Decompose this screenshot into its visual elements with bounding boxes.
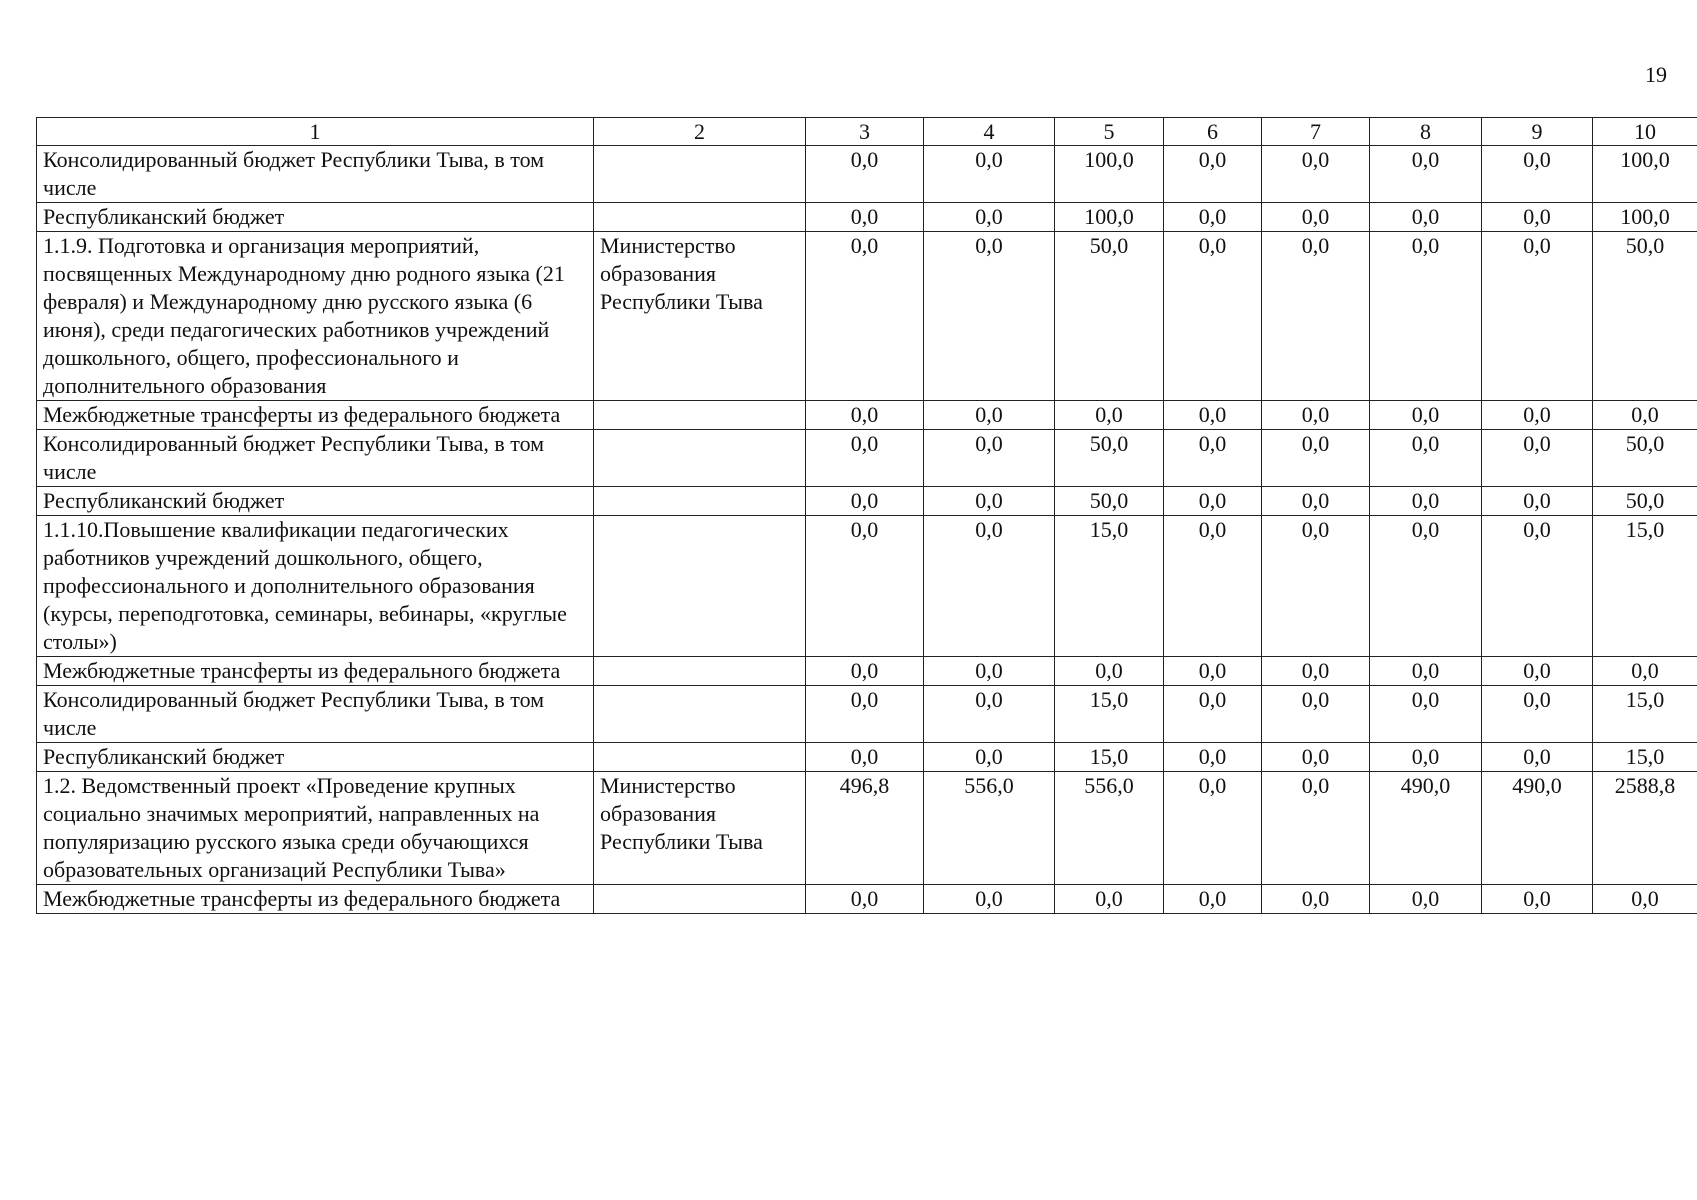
value-cell: 0,0 bbox=[1370, 401, 1482, 430]
value-cell: 0,0 bbox=[1482, 516, 1593, 657]
header-cell: 10 bbox=[1593, 118, 1697, 146]
value-cell: 0,0 bbox=[1370, 146, 1482, 203]
value-cell: 0,0 bbox=[1262, 686, 1370, 743]
value-cell: 0,0 bbox=[806, 232, 924, 401]
table-header-row bbox=[37, 118, 1697, 146]
row-name-cell: Республиканский бюджет bbox=[37, 743, 594, 772]
value-cell: 0,0 bbox=[924, 885, 1055, 914]
value-cell: 0,0 bbox=[924, 146, 1055, 203]
value-cell: 0,0 bbox=[806, 657, 924, 686]
value-cell: 0,0 bbox=[1593, 885, 1697, 914]
value-cell: 0,0 bbox=[806, 430, 924, 487]
page-number: 19 bbox=[1645, 62, 1667, 87]
value-cell: 0,0 bbox=[1482, 657, 1593, 686]
row-name-cell: Республиканский бюджет bbox=[37, 487, 594, 516]
value-cell: 0,0 bbox=[1164, 657, 1262, 686]
executor-cell bbox=[594, 203, 806, 232]
value-cell: 0,0 bbox=[924, 203, 1055, 232]
value-cell: 0,0 bbox=[1262, 657, 1370, 686]
value-cell: 0,0 bbox=[1262, 430, 1370, 487]
header-cell: 1 bbox=[37, 118, 594, 146]
value-cell: 50,0 bbox=[1593, 430, 1697, 487]
value-cell: 0,0 bbox=[1482, 743, 1593, 772]
row-name-cell: Консолидированный бюджет Республики Тыва, в том числе bbox=[37, 430, 594, 487]
value-cell: 0,0 bbox=[1262, 772, 1370, 885]
value-cell: 490,0 bbox=[1482, 772, 1593, 885]
executor-cell: Министерство образования Республики Тыва bbox=[594, 772, 806, 885]
value-cell: 0,0 bbox=[1370, 203, 1482, 232]
executor-cell bbox=[594, 686, 806, 743]
value-cell: 0,0 bbox=[924, 743, 1055, 772]
value-cell: 0,0 bbox=[806, 686, 924, 743]
value-cell: 0,0 bbox=[806, 146, 924, 203]
value-cell: 0,0 bbox=[1370, 657, 1482, 686]
value-cell: 0,0 bbox=[806, 516, 924, 657]
value-cell: 0,0 bbox=[924, 430, 1055, 487]
value-cell: 0,0 bbox=[1593, 401, 1697, 430]
value-cell: 556,0 bbox=[1055, 772, 1164, 885]
value-cell: 496,8 bbox=[806, 772, 924, 885]
value-cell: 100,0 bbox=[1055, 203, 1164, 232]
row-name-cell: Консолидированный бюджет Республики Тыва, в том числе bbox=[37, 146, 594, 203]
value-cell: 0,0 bbox=[924, 487, 1055, 516]
executor-cell bbox=[594, 401, 806, 430]
table-row bbox=[37, 401, 1697, 430]
header-cell: 9 bbox=[1482, 118, 1593, 146]
table-row bbox=[37, 430, 1697, 487]
executor-cell bbox=[594, 516, 806, 657]
table-row bbox=[37, 203, 1697, 232]
value-cell: 0,0 bbox=[1164, 430, 1262, 487]
value-cell: 0,0 bbox=[1164, 686, 1262, 743]
value-cell: 0,0 bbox=[1055, 657, 1164, 686]
value-cell: 2588,8 bbox=[1593, 772, 1697, 885]
row-name-cell: Межбюджетные трансферты из федерального бюджета bbox=[37, 657, 594, 686]
value-cell: 0,0 bbox=[1262, 203, 1370, 232]
row-name-cell: Республиканский бюджет bbox=[37, 203, 594, 232]
row-name-cell: Межбюджетные трансферты из федерального бюджета bbox=[37, 401, 594, 430]
value-cell: 0,0 bbox=[1164, 232, 1262, 401]
row-name-cell: 1.1.10.Повышение квалификации педагогических работников учреждений дошкольного, общего, профессионального и дополнительного образования (курсы, переподготовка, семинары, вебинары, «круглые столы») bbox=[37, 516, 594, 657]
value-cell: 0,0 bbox=[924, 686, 1055, 743]
table-row bbox=[37, 487, 1697, 516]
value-cell: 15,0 bbox=[1593, 743, 1697, 772]
header-cell: 5 bbox=[1055, 118, 1164, 146]
value-cell: 50,0 bbox=[1055, 430, 1164, 487]
value-cell: 15,0 bbox=[1055, 686, 1164, 743]
table-row bbox=[37, 772, 1697, 885]
header-cell: 3 bbox=[806, 118, 924, 146]
executor-cell bbox=[594, 657, 806, 686]
value-cell: 0,0 bbox=[1055, 401, 1164, 430]
executor-cell bbox=[594, 146, 806, 203]
value-cell: 556,0 bbox=[924, 772, 1055, 885]
executor-cell bbox=[594, 487, 806, 516]
header-cell: 7 bbox=[1262, 118, 1370, 146]
value-cell: 0,0 bbox=[1370, 885, 1482, 914]
value-cell: 0,0 bbox=[924, 232, 1055, 401]
value-cell: 0,0 bbox=[1593, 657, 1697, 686]
value-cell: 0,0 bbox=[806, 487, 924, 516]
header-cell: 8 bbox=[1370, 118, 1482, 146]
row-name-cell: Консолидированный бюджет Республики Тыва, в том числе bbox=[37, 686, 594, 743]
value-cell: 0,0 bbox=[1164, 516, 1262, 657]
row-name-cell: 1.2. Ведомственный проект «Проведение крупных социально значимых мероприятий, направленных на популяризацию русского языка среди обучающихся образовательных организаций Республики Тыва» bbox=[37, 772, 594, 885]
value-cell: 0,0 bbox=[1164, 146, 1262, 203]
value-cell: 0,0 bbox=[1370, 232, 1482, 401]
value-cell: 50,0 bbox=[1055, 232, 1164, 401]
value-cell: 0,0 bbox=[1482, 430, 1593, 487]
value-cell: 50,0 bbox=[1593, 487, 1697, 516]
row-name-cell: Межбюджетные трансферты из федерального бюджета bbox=[37, 885, 594, 914]
value-cell: 0,0 bbox=[1262, 146, 1370, 203]
value-cell: 0,0 bbox=[924, 401, 1055, 430]
value-cell: 490,0 bbox=[1370, 772, 1482, 885]
value-cell: 0,0 bbox=[806, 885, 924, 914]
value-cell: 0,0 bbox=[1482, 401, 1593, 430]
value-cell: 50,0 bbox=[1593, 232, 1697, 401]
value-cell: 50,0 bbox=[1055, 487, 1164, 516]
table-row bbox=[37, 146, 1697, 203]
value-cell: 0,0 bbox=[806, 401, 924, 430]
value-cell: 100,0 bbox=[1593, 146, 1697, 203]
executor-cell bbox=[594, 885, 806, 914]
value-cell: 0,0 bbox=[1262, 885, 1370, 914]
value-cell: 0,0 bbox=[1482, 885, 1593, 914]
executor-cell: Министерство образования Республики Тыва bbox=[594, 232, 806, 401]
table-row bbox=[37, 885, 1697, 914]
value-cell: 15,0 bbox=[1593, 686, 1697, 743]
table-row bbox=[37, 657, 1697, 686]
value-cell: 0,0 bbox=[1262, 516, 1370, 657]
table-row bbox=[37, 686, 1697, 743]
budget-table bbox=[36, 117, 1697, 914]
row-name-cell: 1.1.9. Подготовка и организация мероприятий, посвященных Международному дню родного языка (21 февраля) и Международному дню русского языка (6 июня), среди педагогических работников учреждений дошкольного, общего, профессионального и дополнительного образования bbox=[37, 232, 594, 401]
value-cell: 100,0 bbox=[1593, 203, 1697, 232]
value-cell: 0,0 bbox=[1262, 232, 1370, 401]
value-cell: 0,0 bbox=[1262, 401, 1370, 430]
value-cell: 15,0 bbox=[1055, 516, 1164, 657]
value-cell: 15,0 bbox=[1055, 743, 1164, 772]
table-row bbox=[37, 516, 1697, 657]
value-cell: 0,0 bbox=[1164, 401, 1262, 430]
executor-cell bbox=[594, 430, 806, 487]
value-cell: 0,0 bbox=[1482, 232, 1593, 401]
value-cell: 0,0 bbox=[1370, 430, 1482, 487]
value-cell: 0,0 bbox=[1164, 203, 1262, 232]
value-cell: 0,0 bbox=[1262, 743, 1370, 772]
header-cell: 6 bbox=[1164, 118, 1262, 146]
value-cell: 0,0 bbox=[1164, 772, 1262, 885]
value-cell: 0,0 bbox=[1370, 686, 1482, 743]
value-cell: 0,0 bbox=[1370, 516, 1482, 657]
value-cell: 0,0 bbox=[1164, 487, 1262, 516]
table-row bbox=[37, 232, 1697, 401]
value-cell: 0,0 bbox=[1164, 885, 1262, 914]
value-cell: 0,0 bbox=[806, 743, 924, 772]
header-cell: 4 bbox=[924, 118, 1055, 146]
value-cell: 0,0 bbox=[1262, 487, 1370, 516]
executor-cell bbox=[594, 743, 806, 772]
value-cell: 0,0 bbox=[1482, 487, 1593, 516]
value-cell: 0,0 bbox=[924, 657, 1055, 686]
value-cell: 0,0 bbox=[1055, 885, 1164, 914]
table-row bbox=[37, 743, 1697, 772]
value-cell: 0,0 bbox=[924, 516, 1055, 657]
value-cell: 0,0 bbox=[1482, 203, 1593, 232]
value-cell: 0,0 bbox=[1482, 146, 1593, 203]
value-cell: 15,0 bbox=[1593, 516, 1697, 657]
value-cell: 0,0 bbox=[1370, 743, 1482, 772]
value-cell: 0,0 bbox=[806, 203, 924, 232]
header-cell: 2 bbox=[594, 118, 806, 146]
value-cell: 100,0 bbox=[1055, 146, 1164, 203]
value-cell: 0,0 bbox=[1164, 743, 1262, 772]
value-cell: 0,0 bbox=[1482, 686, 1593, 743]
value-cell: 0,0 bbox=[1370, 487, 1482, 516]
